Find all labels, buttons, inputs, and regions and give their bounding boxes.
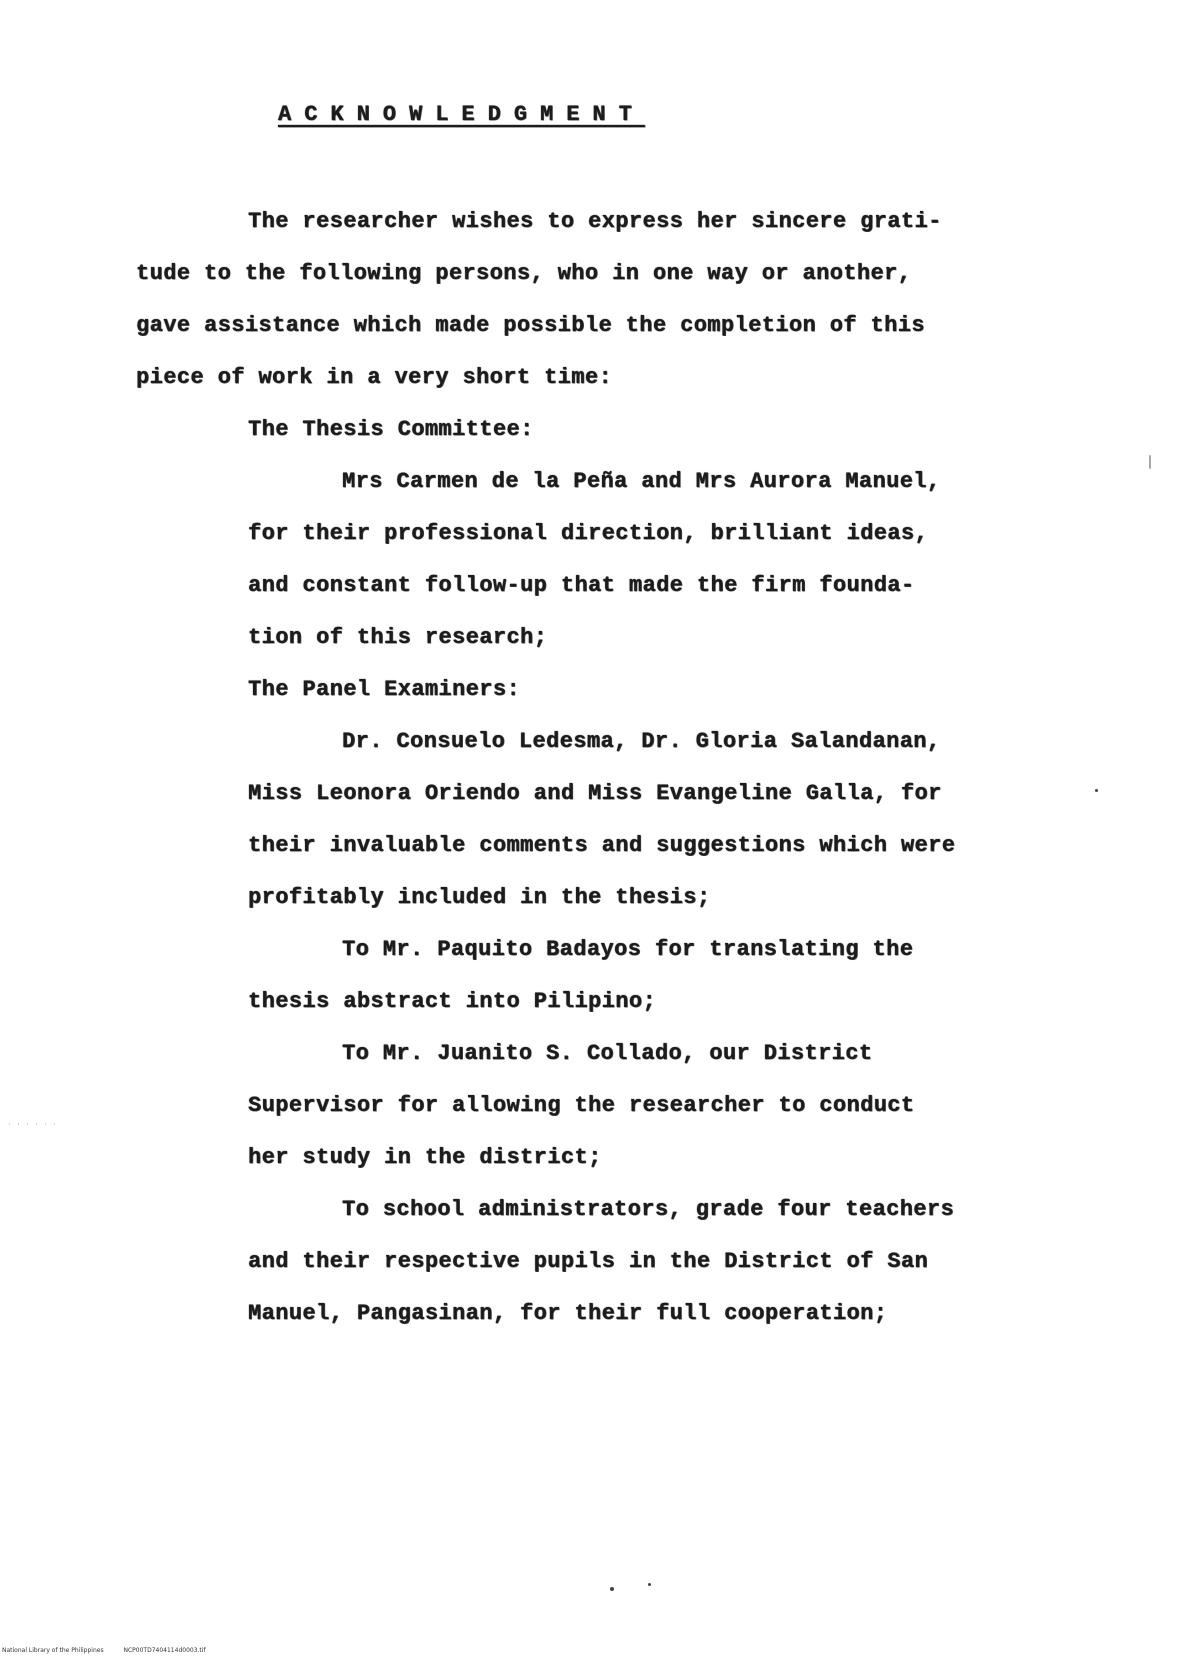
body-line: and constant follow-up that made the firm founda-	[248, 573, 915, 598]
scan-footer	[2, 1647, 224, 1655]
body-line: tion of this research;	[248, 625, 548, 650]
body-line: thesis abstract into Pilipino;	[248, 989, 657, 1014]
body-line: tude to the following persons, who in one way or another,	[136, 261, 912, 286]
body-line: To Mr. Paquito Badayos for translating the	[342, 937, 914, 962]
footer-file: NCP00TD7404114d0003.tif	[123, 1647, 206, 1654]
body-line: profitably included in the thesis;	[248, 885, 711, 910]
page-title: ACKNOWLEDGMENT	[278, 102, 645, 127]
body-line: and their respective pupils in the District of San	[248, 1249, 929, 1274]
body-line: for their professional direction, brilliant ideas,	[248, 521, 929, 546]
body-line: Mrs Carmen de la Peña and Mrs Aurora Manuel,	[342, 469, 941, 494]
body-line: piece of work in a very short time:	[136, 365, 613, 390]
section-heading: The Thesis Committee:	[248, 417, 534, 442]
body-line: Manuel, Pangasinan, for their full cooperation;	[248, 1301, 888, 1326]
body-line: To Mr. Juanito S. Collado, our District	[342, 1041, 873, 1066]
body-line: gave assistance which made possible the completion of this	[136, 313, 925, 338]
section-heading: The Panel Examiners:	[248, 677, 521, 702]
body-line: Supervisor for allowing the researcher to conduct	[248, 1093, 915, 1118]
scan-speck	[1149, 455, 1151, 469]
body-line: their invaluable comments and suggestions which were	[248, 833, 956, 858]
scan-speck	[1095, 789, 1098, 792]
body-line: her study in the district;	[248, 1145, 602, 1170]
body-line: The researcher wishes to express her sincere grati-	[248, 209, 942, 234]
scan-dust: · · · · · ·	[8, 1120, 58, 1129]
footer-library: National Library of the Philippines	[2, 1647, 104, 1654]
scan-speck	[610, 1587, 614, 1591]
body-line: Dr. Consuelo Ledesma, Dr. Gloria Salandanan,	[342, 729, 941, 754]
scan-speck	[648, 1583, 651, 1586]
body-line: To school administrators, grade four teachers	[342, 1197, 955, 1222]
body-line: Miss Leonora Oriendo and Miss Evangeline Galla, for	[248, 781, 942, 806]
